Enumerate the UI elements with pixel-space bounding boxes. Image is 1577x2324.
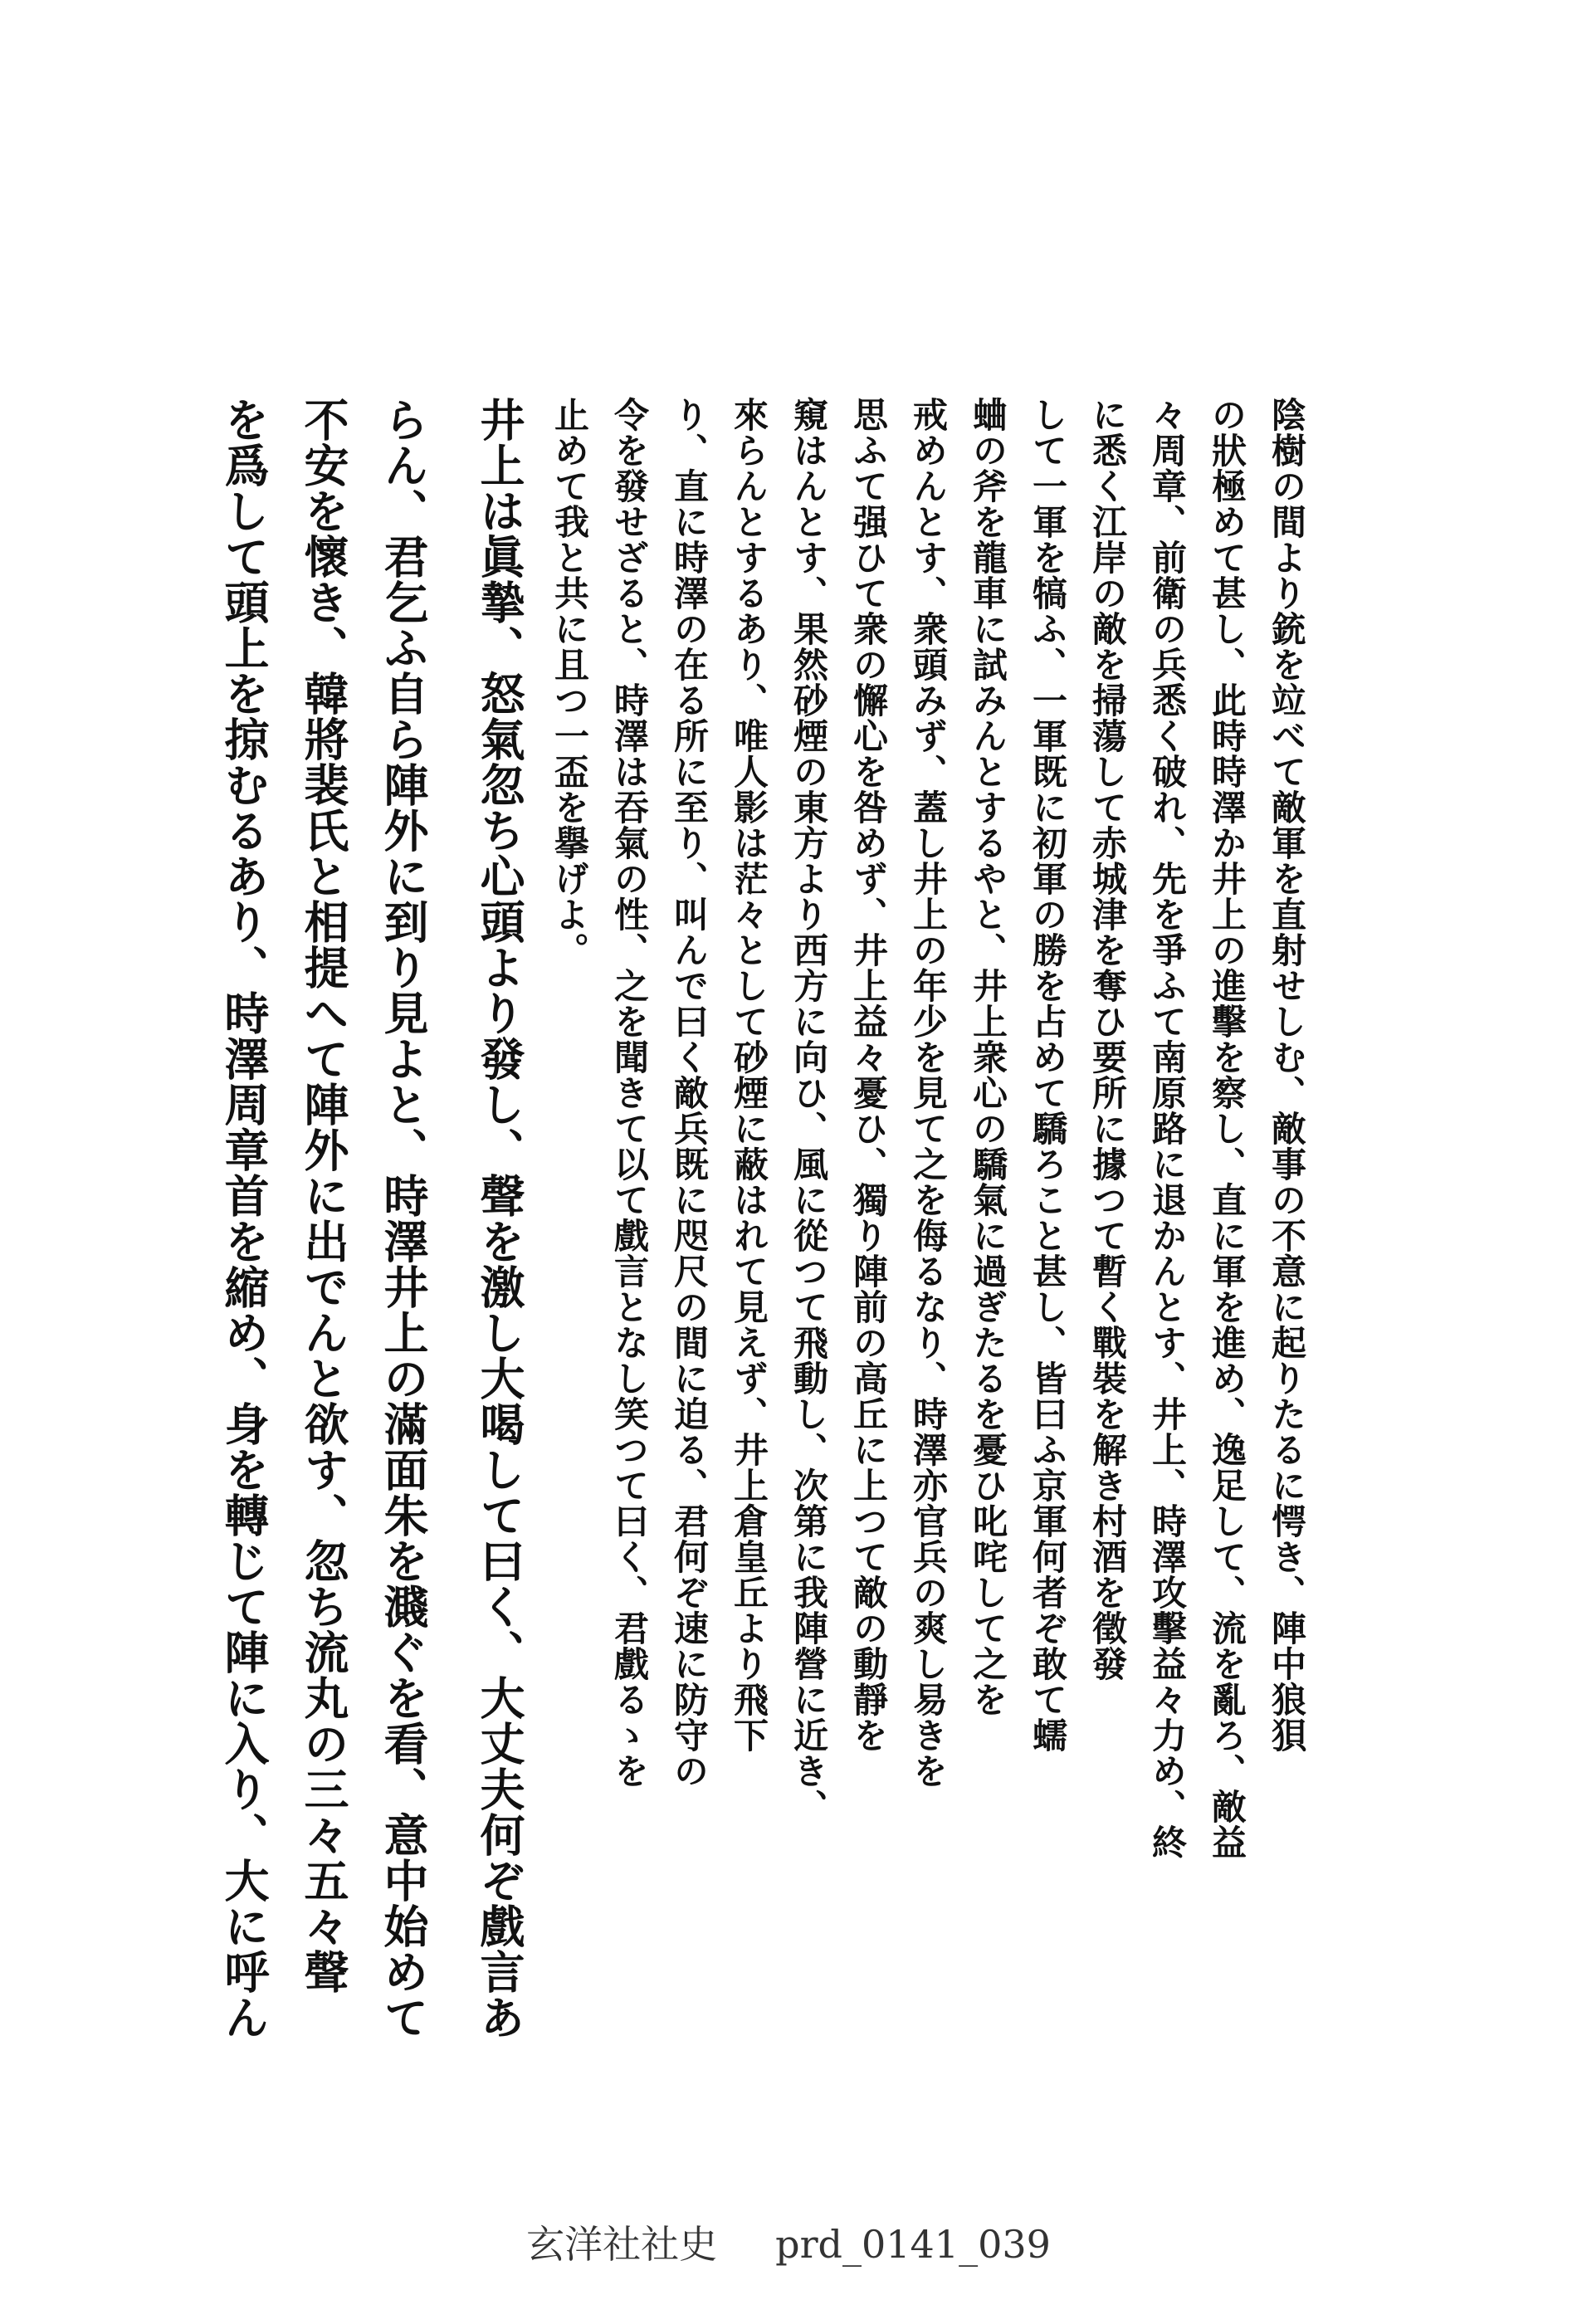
text-column: 蛐の斧を龍車に試みんとするやと、井上衆心の驕氣に過ぎたるを憂ひ叱咤して之を <box>968 397 1008 1717</box>
text-column: 止めて我と共に且つ一盃を擧げよ。 <box>549 397 590 968</box>
text-column: に悉く江岸の敵を掃蕩して赤城津を奪ひ要所に據つて暫く戰裝を解き村酒を徵發 <box>1087 397 1128 1682</box>
text-column: らん、君乞ふ自ら陣外に到り見よと、時澤井上の滿面朱を濺ぐを看、意中始めて <box>377 397 430 2040</box>
footer-id: prd_0141_039 <box>775 2222 1051 2267</box>
vertical-text-block <box>217 397 1316 2040</box>
text-column: 井上は眞摯、怒氣忽ち心頭より發し、聲を激し大喝して曰く、大丈夫何ぞ戲言あ <box>473 397 526 2040</box>
text-column: 窺はんとす、果然砂煙の東方より西方に向ひ、風に從つて飛動し、次第に我陣營に近き、 <box>788 397 829 1824</box>
text-column: 令を發せざると、時澤は吞氣の性、之を聞きて以て戲言となし笑つて曰く、君戲るゝを <box>609 397 650 1789</box>
text-column: を爲して頭上を掠むるあり、時澤周章首を縮め、身を轉じて陣に入り、大に呼ん <box>217 397 271 2040</box>
text-column: して一軍を犒ふ、一軍既に初軍の勝を占めて驕ろこと甚し、皆曰ふ京軍何者ぞ敢て蠕 <box>1028 397 1068 1753</box>
text-column: 不安を懷き、韓將裴氏と相提へて陣外に出でんと欲す、忽ち流丸の三々五々聲 <box>297 397 350 1994</box>
text-column: の狀極めて甚し、此時時澤か井上の進擊を察し、直に軍を進め、逸足して、流を亂ろ、敵益 <box>1207 397 1247 1860</box>
text-column: 々周章、前衛の兵悉く破れ、先を爭ふて南原路に退かんとす、井上、時澤攻擊益々力め、終 <box>1147 397 1188 1860</box>
text-column: 來らんとするあり、唯人影は茫々として砂煙に蔽はれて見えず、井上倉皇丘より飛下 <box>729 397 769 1753</box>
text-column: 思ふて强ひて衆の懈心を咎めず、井上益々憂ひ、獨り陣前の高丘に上つて敵の動靜を <box>848 397 889 1753</box>
text-column: 戒めんとす、衆頭みず、蓋し井上の年少を見て之を侮るなり、時澤亦官兵の爽し易きを <box>908 397 949 1789</box>
text-column: り、直に時澤の在る所に至り、叫んで曰く敵兵既に咫尺の間に迫る、君何ぞ速に防守の <box>669 397 710 1789</box>
page-footer <box>0 2214 1577 2269</box>
text-column: 陰樹の間より銃を竝べて敵軍を直射せしむ、敵事の不意に起りたるに愕き、陣中狼狽 <box>1267 397 1307 1753</box>
footer-title: 玄洋社社史 <box>526 2222 718 2267</box>
